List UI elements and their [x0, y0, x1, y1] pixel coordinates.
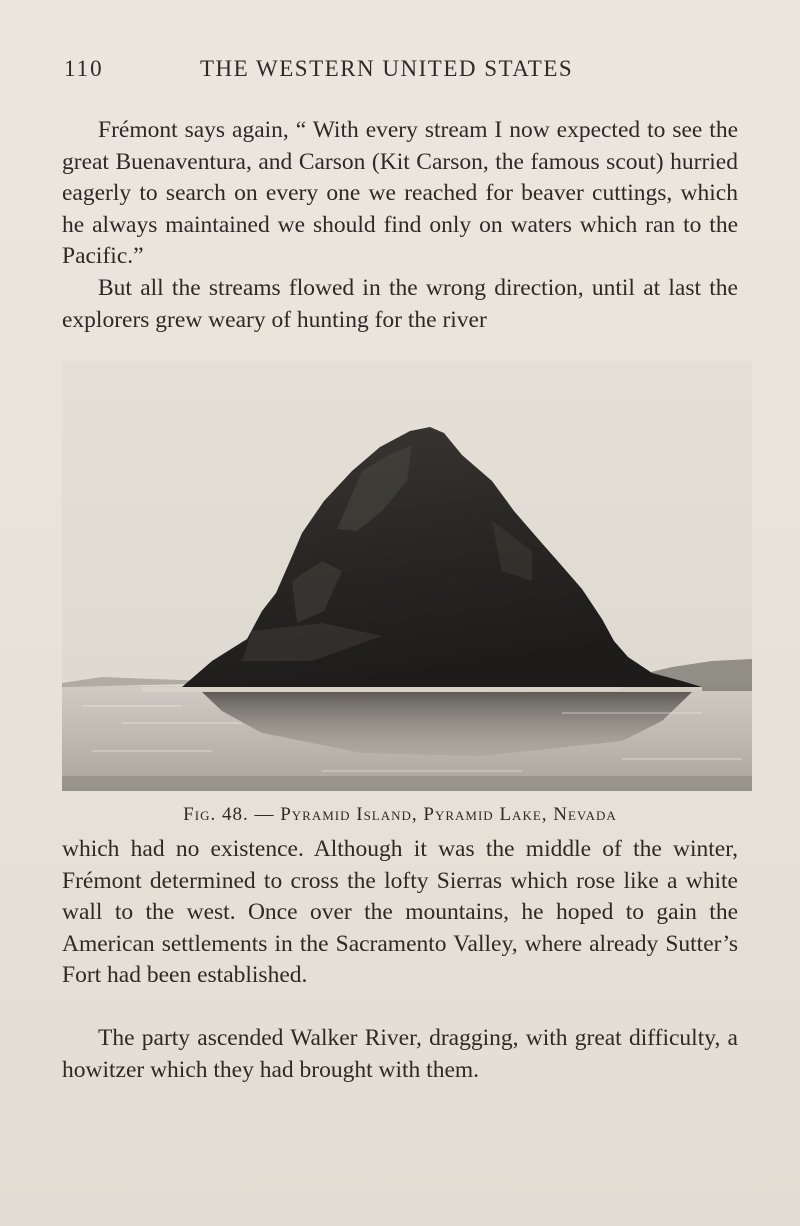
figure-photograph — [62, 361, 752, 791]
running-head — [62, 56, 738, 90]
page-number: 110 — [64, 56, 104, 81]
paragraph: Frémont says again, “ With every stream I now expected to see the great Buenaventura, and Carson (Kit Carson, the famous scout) hurried eagerly to search on every one we reached for beaver cuttings, which he always maintained we should find only on waters which ran to the Pacific.” — [62, 117, 738, 269]
paragraph: which had no existence. Although it was the middle of the winter, Frémont determined to cross the lofty Sierras which rose like a white wall to the west. Once over the mountains, he hoped to gain the American settlements in the Sacramento Valley, where already Sutter’s Fort had been established. — [62, 836, 738, 988]
pyramid-island-photo — [62, 361, 752, 791]
running-title: THE WESTERN UNITED STATES — [200, 56, 574, 81]
paragraph: The party ascended Walker River, dragging, with great difficulty, a howitzer which they had brought with them. — [62, 1025, 738, 1083]
figure-caption: Fig. 48. — Pyramid Island, Pyramid Lake, Nevada — [183, 804, 617, 825]
paragraph: But all the streams flowed in the wrong direction, until at last the explorers grew weary of hunting for the river — [62, 275, 738, 333]
